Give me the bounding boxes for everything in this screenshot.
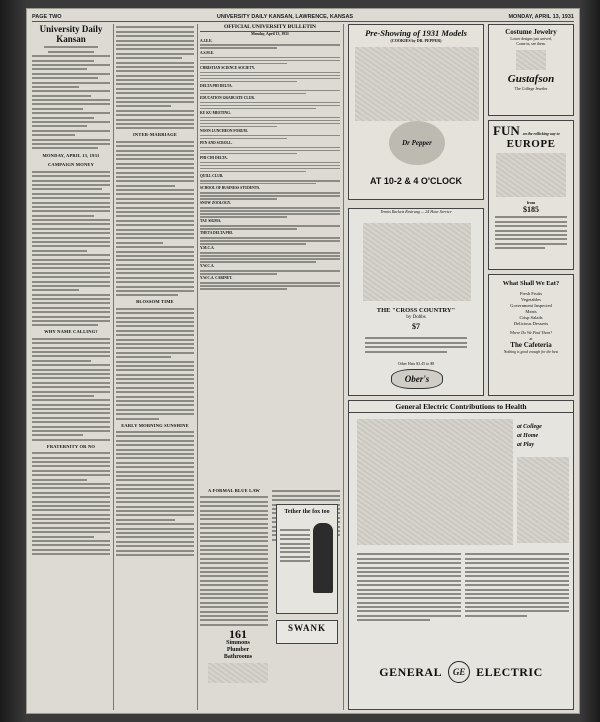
cafeteria-name: The Cafeteria	[510, 341, 552, 349]
bulletin-notice	[200, 156, 340, 173]
bulletin-notice	[200, 96, 340, 110]
ge-side-captions	[517, 423, 571, 450]
bulletin-notice	[200, 129, 340, 140]
editorial-body-fraternity	[32, 452, 110, 555]
plumbers-ad	[204, 628, 272, 708]
plumber-line3: Bathrooms	[223, 654, 253, 660]
bulletin-notice-heading: KU KU MEETING.	[200, 110, 231, 115]
hat-name: THE "CROSS COUNTRY"	[376, 307, 456, 314]
bulletin-notice-body	[200, 90, 340, 95]
bulletin-notice-heading: THETA DELTA PHI.	[200, 231, 233, 236]
bulletin-notice-heading: PEN AND SCROLL.	[200, 140, 233, 145]
europe-word: EUROPE	[506, 138, 556, 150]
europe-from: from	[526, 200, 536, 205]
bulletin-notice	[200, 264, 340, 275]
bulletin-notice-body	[200, 225, 340, 230]
preshowing-headline: Pre-Showing of 1931 Models	[365, 28, 467, 38]
editorial-body-name-calling	[32, 338, 110, 441]
masthead-title: University Daily Kansan	[39, 24, 103, 44]
costume-tagline: The College Jeweler	[514, 86, 548, 91]
rollicking-line: on the rollicking way to	[522, 132, 560, 136]
obers-logo: Ober's	[404, 374, 430, 384]
ge-lamps-illustration	[357, 419, 513, 545]
ge-headline: General Electric Contributions to Health	[349, 401, 573, 413]
editorial-column	[32, 24, 110, 710]
scan-border-right	[580, 0, 600, 722]
tether-copy	[280, 527, 310, 565]
bulletin-notice-body	[200, 102, 340, 110]
tennis-restring-line: Tennis Rackets Restrung — 24 Hour Service	[380, 209, 452, 214]
column-rule	[343, 24, 344, 710]
general-electric-ad	[348, 400, 574, 710]
food-item: Crisp Salads	[519, 315, 543, 320]
bulletin-notice-heading: TAU SIGMA.	[200, 219, 222, 224]
costume-jewelry-ad	[488, 24, 574, 116]
bulletin-notice-heading: Y.W.C.A. CABINET.	[200, 276, 233, 281]
column-body-blue-law	[200, 496, 268, 625]
europe-travel-ad	[488, 120, 574, 270]
dancing-couple-illustration	[496, 153, 566, 197]
bulletin-notice	[200, 39, 340, 50]
paper-name: UNIVERSITY DAILY KANSAN, LAWRENCE, KANSAS	[216, 13, 354, 20]
bulletin-notice-body	[200, 72, 340, 83]
bathroom-illustration	[208, 663, 268, 683]
bulletin-notice-body	[200, 270, 340, 275]
ge-copy-left	[357, 551, 461, 624]
editorial-head-name-calling: WHY NAME CALLING?	[44, 329, 98, 335]
bulletin-notice-body	[200, 44, 340, 49]
plumber-number: 161	[229, 628, 247, 641]
obers-hat-ad	[348, 208, 484, 396]
fashion-figure-illustration	[313, 523, 333, 593]
preshowing-subline: (COOKIES by DR. PEPPER)	[390, 38, 442, 43]
bulletin-notice-heading: Y.W.C.A.	[200, 264, 215, 269]
hat-illustration	[363, 223, 471, 301]
feature-body-early-morning	[116, 431, 194, 556]
hat-price: $7	[412, 322, 420, 331]
bulletin-notice-body	[200, 135, 340, 140]
eat-headline: What Shall We Eat?	[502, 280, 560, 287]
bulletin-notice	[200, 246, 340, 263]
bulletin-notice-heading: Y.M.C.A.	[200, 246, 215, 251]
bulletin-notice	[200, 66, 340, 83]
ge-side-play: at Play	[517, 442, 535, 448]
ge-side-college: at College	[517, 424, 542, 430]
obers-logo-badge	[391, 369, 443, 389]
bulletin-notice	[200, 141, 340, 155]
bulletin-notice-heading: SCHOOL OF BUSINESS STUDENTS.	[200, 185, 260, 190]
bulletin-notice	[200, 231, 340, 245]
bulletin-notice	[200, 186, 340, 200]
bulletin-date: Monday, April 13, 1931	[251, 32, 289, 36]
editorial-body-campaign	[32, 171, 110, 327]
costume-headline: Costume Jewelry	[505, 28, 557, 36]
bulletin-notice	[200, 201, 340, 218]
bulletin-notice-body	[200, 192, 340, 200]
swank-logo: SWANK	[287, 623, 326, 633]
other-hats-line: Other Hats $3.45 to $8	[397, 361, 435, 366]
food-item: Government Inspected	[510, 303, 552, 308]
preshowing-time: AT 10-2 & 4 O'CLOCK	[370, 176, 462, 186]
ge-logo	[349, 661, 573, 683]
plumber-line1: Simmons	[226, 640, 250, 646]
bulletin-notice-heading: CHRISTIAN SCIENCE SOCIETY.	[200, 65, 255, 70]
bulletin-list	[200, 39, 340, 290]
bulletin-notice-body	[200, 207, 340, 218]
ge-logo-left: GENERAL	[379, 664, 443, 679]
features-column	[116, 24, 194, 710]
europe-price: $185	[523, 205, 539, 214]
fashion-sketch-illustration	[355, 47, 479, 121]
editorial-head-fraternity: FRATERNITY OR NO	[46, 443, 96, 449]
cafeteria-note: Nothing is good enough for the best	[503, 350, 559, 354]
issue-date: MONDAY, APRIL 13, 1931	[508, 13, 574, 20]
bulletin-notice-heading: EDUCATION GRADUATE CLUB.	[200, 95, 255, 100]
food-item: Meats	[525, 309, 537, 314]
bulletin-notice-heading: SNOW ZOOLOGY.	[200, 201, 231, 206]
plumber-line2: Plumber	[226, 647, 250, 653]
bulletin-notice-body	[200, 252, 340, 263]
food-item: Fresh Fruits	[519, 291, 543, 296]
feature-head-blossom: BLOSSOM TIME	[136, 299, 174, 305]
preshowing-ad	[348, 24, 484, 200]
costume-line2: Lower designs just arrived,	[510, 37, 552, 41]
feature-body-blossom	[116, 308, 194, 420]
bulletin-notice-body	[200, 117, 340, 128]
bulletin-notice	[200, 276, 340, 290]
fun-word: FUN	[493, 123, 520, 138]
eat-question: Where Do We Find Them?	[509, 330, 553, 335]
newspaper-page	[26, 8, 580, 714]
bulletin-notice	[200, 111, 340, 128]
dr-pepper-bottle-cap	[389, 121, 445, 165]
bulletin-notice	[200, 84, 340, 95]
masthead-staff	[32, 46, 110, 149]
food-item: Vegetables	[521, 297, 541, 302]
tether-ad	[276, 504, 338, 614]
official-bulletin	[200, 24, 340, 484]
ge-copy-right	[465, 551, 569, 619]
feature-head-early-morning: EARLY MORNING SUNSHINE	[121, 422, 189, 428]
editorial-head-campaign: CAMPAIGN MONEY	[47, 162, 95, 168]
bulletin-notice-heading: A.I.E.E.	[200, 38, 213, 43]
feature-body-top	[116, 26, 194, 129]
column-rule	[113, 24, 114, 710]
cafeteria-ad	[488, 274, 574, 396]
column-rule	[197, 24, 198, 710]
bulletin-notice	[200, 219, 340, 230]
ge-side-home: at Home	[517, 433, 539, 439]
ge-tower-illustration	[517, 457, 569, 543]
scan-border-left	[0, 0, 26, 722]
eat-at: at	[529, 336, 533, 341]
bulletin-notice-body	[200, 282, 340, 290]
bulletin-notice	[200, 174, 340, 185]
europe-copy	[489, 216, 573, 249]
food-list	[489, 291, 573, 327]
page-number: PAGE TWO	[32, 13, 62, 20]
costume-line3: Come in, see them.	[516, 42, 546, 46]
bulletin-notice-heading: DELTA PHI DELTA.	[200, 83, 233, 88]
running-head	[32, 12, 574, 22]
swank-ad	[276, 620, 338, 644]
bulletin-notice-body	[200, 147, 340, 155]
gustafson-logo: Gustafson	[507, 73, 555, 85]
bulletin-notice-heading: A.S.M.E.	[200, 50, 214, 55]
bulletin-notice-body	[200, 162, 340, 173]
food-item: Delicious Desserts	[513, 321, 549, 326]
bulletin-notice-body	[200, 57, 340, 65]
ge-logo-right: ELECTRIC	[476, 664, 543, 679]
dr-pepper-logo: Dr Pepper	[402, 139, 432, 147]
tether-headline: Tether the fox too	[284, 509, 330, 515]
bulletin-title: OFFICIAL UNIVERSITY BULLETIN	[200, 24, 340, 32]
hat-copy	[365, 335, 467, 355]
ge-monogram-icon: GE	[448, 661, 470, 683]
bulletin-notice-heading: NOON LUNCHEON FORUM.	[200, 128, 248, 133]
jewelry-illustration	[516, 50, 546, 70]
hat-maker: by Dobbs	[406, 315, 426, 320]
bulletin-notice-body	[200, 180, 340, 185]
feature-body-intermarriage	[116, 141, 194, 297]
bulletin-notice	[200, 51, 340, 65]
bulletin-notice-heading: PHI CHI DELTA.	[200, 155, 228, 160]
bulletin-notice-heading: QUILL CLUB.	[200, 173, 224, 178]
column-head-blue-law: A FORMAL BLUE LAW	[207, 488, 261, 493]
issue-dateline: MONDAY, APRIL 13, 1931	[42, 153, 100, 159]
feature-head-intermarriage: INTER-MARRIAGE	[132, 132, 178, 138]
bulletin-notice-body	[200, 237, 340, 245]
